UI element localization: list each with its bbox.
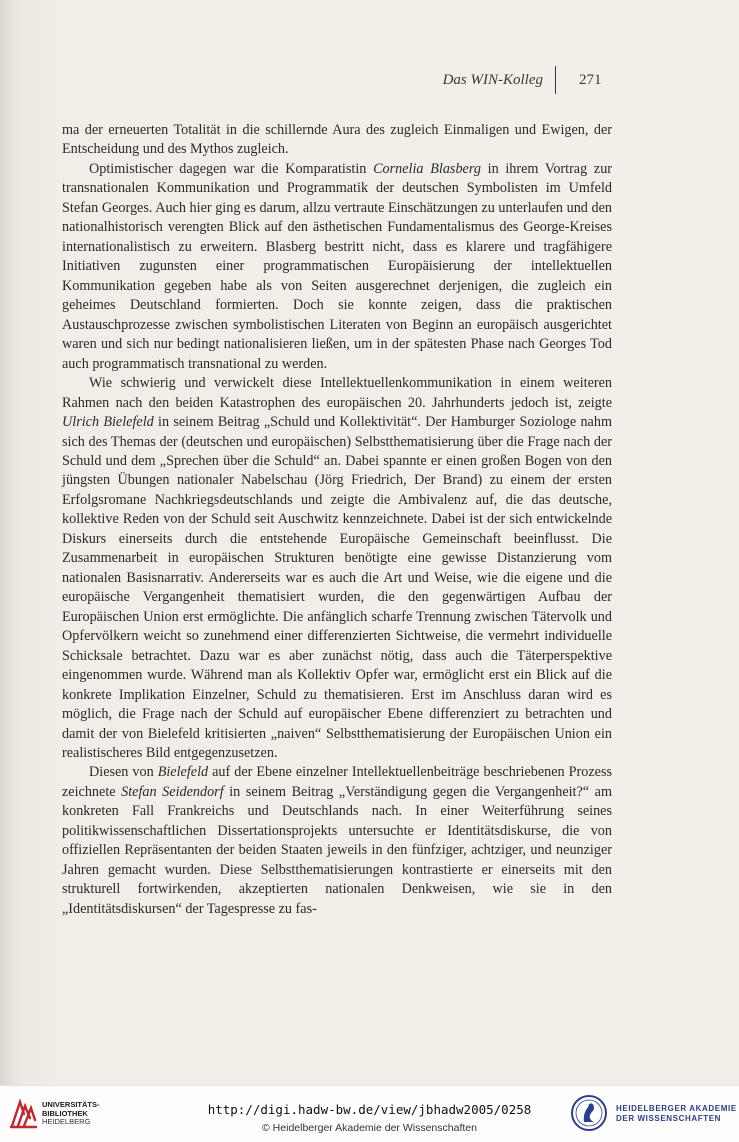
body-paragraph xyxy=(62,160,612,374)
running-head-separator xyxy=(555,66,556,94)
paragraph-text: in ihrem Vortrag zur transnationalen Kommunikation und Programmatik der deutschen Symbolisten im Umfeld Stefan Georges. Auch hier ging es darum, allzu vertraute Einschätzungen zu unterlaufen und den nationalhistorisch verengten Blick auf den ästhetischen Fundamentalismus des George-Kreises internationalistisch zu erweitern. Blasberg bestritt nicht, dass es klarere und tragfähigere Initiativen zugunsten einer programmatischen Europäisierung der intellektuellen Kommunikation gegeben habe als von Seiten ausgerechnet derjenigen, die zugleich ein geheimes Deutschland formierten. Doch sie konnte zeigen, dass die praktischen Austauschprozesse zwischen symbolistischen Literaten von Beginn an europäisch ausgerichtet waren und sich nur bedingt nationalisieren ließen, um in der spätesten Phase nach Georges Tod auch programmatisch transnational zu werden. xyxy=(62,160,613,372)
paragraph-text: ma der erneuerten Totalität in die schillernde Aura des zugleich Einmaligen und Ewigen, der Entscheidung und des Mythos zugleich. xyxy=(62,122,612,158)
paragraph-text: in seinem Beitrag „Schuld und Kollektivität“. Der Hamburger Soziologe nahm sich des Themas der (deutschen und europäischen) Selbstthematisierung über die Frage nach der Schuld und dem „Sprechen über die Schuld“ an. Dabei spannte er einen großen Bogen von den jüngsten Übungen nationaler Nabelschau (Jörg Friedrich, Der Brand) zu einem der ersten Erfolgsromane Nachkriegsdeutschlands und zeigte die Ambivalenz auf, die das deutsche, kollektive Reden von der Schuld seit Auschwitz kennzeichnete. Dabei ist der sich entwickelnde Diskurs einerseits durch die entstehende Europäische Gemeinschaft beeinflusst. Die Zusammenarbeit in europäischen Strukturen benötigte eine gewisse Distanzierung vom nationalen Basisnarrativ. Andererseits war es auch die Art und Weise, wie die eigene und die europäische Vergangenheit thematisiert wurden, die den gegenwärtigen Aufbau der Europäischen Union erst ermöglichte. Die anfänglich scharfe Trennung zwischen Tätervolk und Opfervölkern weicht so zunehmend einer differenzierten Sichtweise, die vermehrt individuelle Schicksale betrachtet. Dazu war es aber zunächst nötig, dass auch die Täterperspektive eingenommen wurde. Während man als Kollektiv Opfer war, ermöglicht erst ein Blick auf die konkrete Implikation Einzelner, Schuld zu thematisieren. Erst im Anschluss daran wird es möglich, die Frage nach der Schuld auf europäischer Ebene differenziert zu betrachten und damit der von Bielefeld kritisierten „naiven“ Selbstthematisierung der Europäischen Union ein realistischeres Bild entgegenzusetzen. xyxy=(62,414,612,761)
body-text xyxy=(62,121,612,919)
running-head-title: Das WIN-Kolleg xyxy=(442,72,543,88)
italic-name: Cornelia Blasberg xyxy=(373,160,481,177)
body-paragraph xyxy=(62,374,612,763)
viewer-footer xyxy=(0,1085,739,1142)
body-paragraph xyxy=(62,763,612,919)
page-number: 271 xyxy=(579,72,602,88)
body-paragraph xyxy=(62,121,612,160)
academy-seal-icon xyxy=(570,1094,608,1132)
academy-name: HEIDELBERGER AKADEMIE DER WISSENSCHAFTEN xyxy=(616,1104,737,1123)
running-head xyxy=(0,72,739,94)
italic-name: Bielefeld xyxy=(157,764,209,781)
copyright-notice: © Heidelberger Akademie der Wissenschaften xyxy=(262,1122,477,1134)
paragraph-text: in seinem Beitrag „Verständigung gegen die Vergangenheit?“ am konkreten Fall Frankreichs und Deutschlands nach. In einer Weiterführung seines politikwissenschaftlichen Dissertationsprojekts untersuchte er Identitätsdiskurse, die von offiziellen Repräsentanten der beiden Staaten jeweils in den fünfziger, achtziger, und neunziger Jahren gemacht wurden. Diese Selbstthematisierungen kontrastierte er einerseits mit den strukturell fortwirkenden, akzeptierten nationalen Denkweisen, wie sie in den „Identitätsdiskursen“ der Tagespresse zu fas- xyxy=(62,783,612,917)
italic-name: Ulrich Bielefeld xyxy=(62,414,154,431)
university-library-name: UNIVERSITÄTS- BIBLIOTHEK HEIDELBERG xyxy=(42,1100,100,1126)
permalink-url[interactable]: http://digi.hadw-bw.de/view/jbhadw2005/0258 xyxy=(207,1102,532,1117)
paragraph-text: auf der Ebene einzelner Intellektuellenbeiträge beschriebenen Prozess zeichnete xyxy=(62,764,612,800)
paragraph-text: Optimistischer dagegen war die Komparatistin xyxy=(89,160,374,177)
paragraph-text: Diesen von xyxy=(89,764,158,781)
italic-name: Stefan Seidendorf xyxy=(121,783,224,800)
paragraph-text: Wie schwierig und verwickelt diese Intellektuellenkommunikation in einem weiteren Rahmen nach den beiden Katastrophen des europäischen 20. Jahrhunderts jedoch ist, zeigte xyxy=(62,375,612,411)
